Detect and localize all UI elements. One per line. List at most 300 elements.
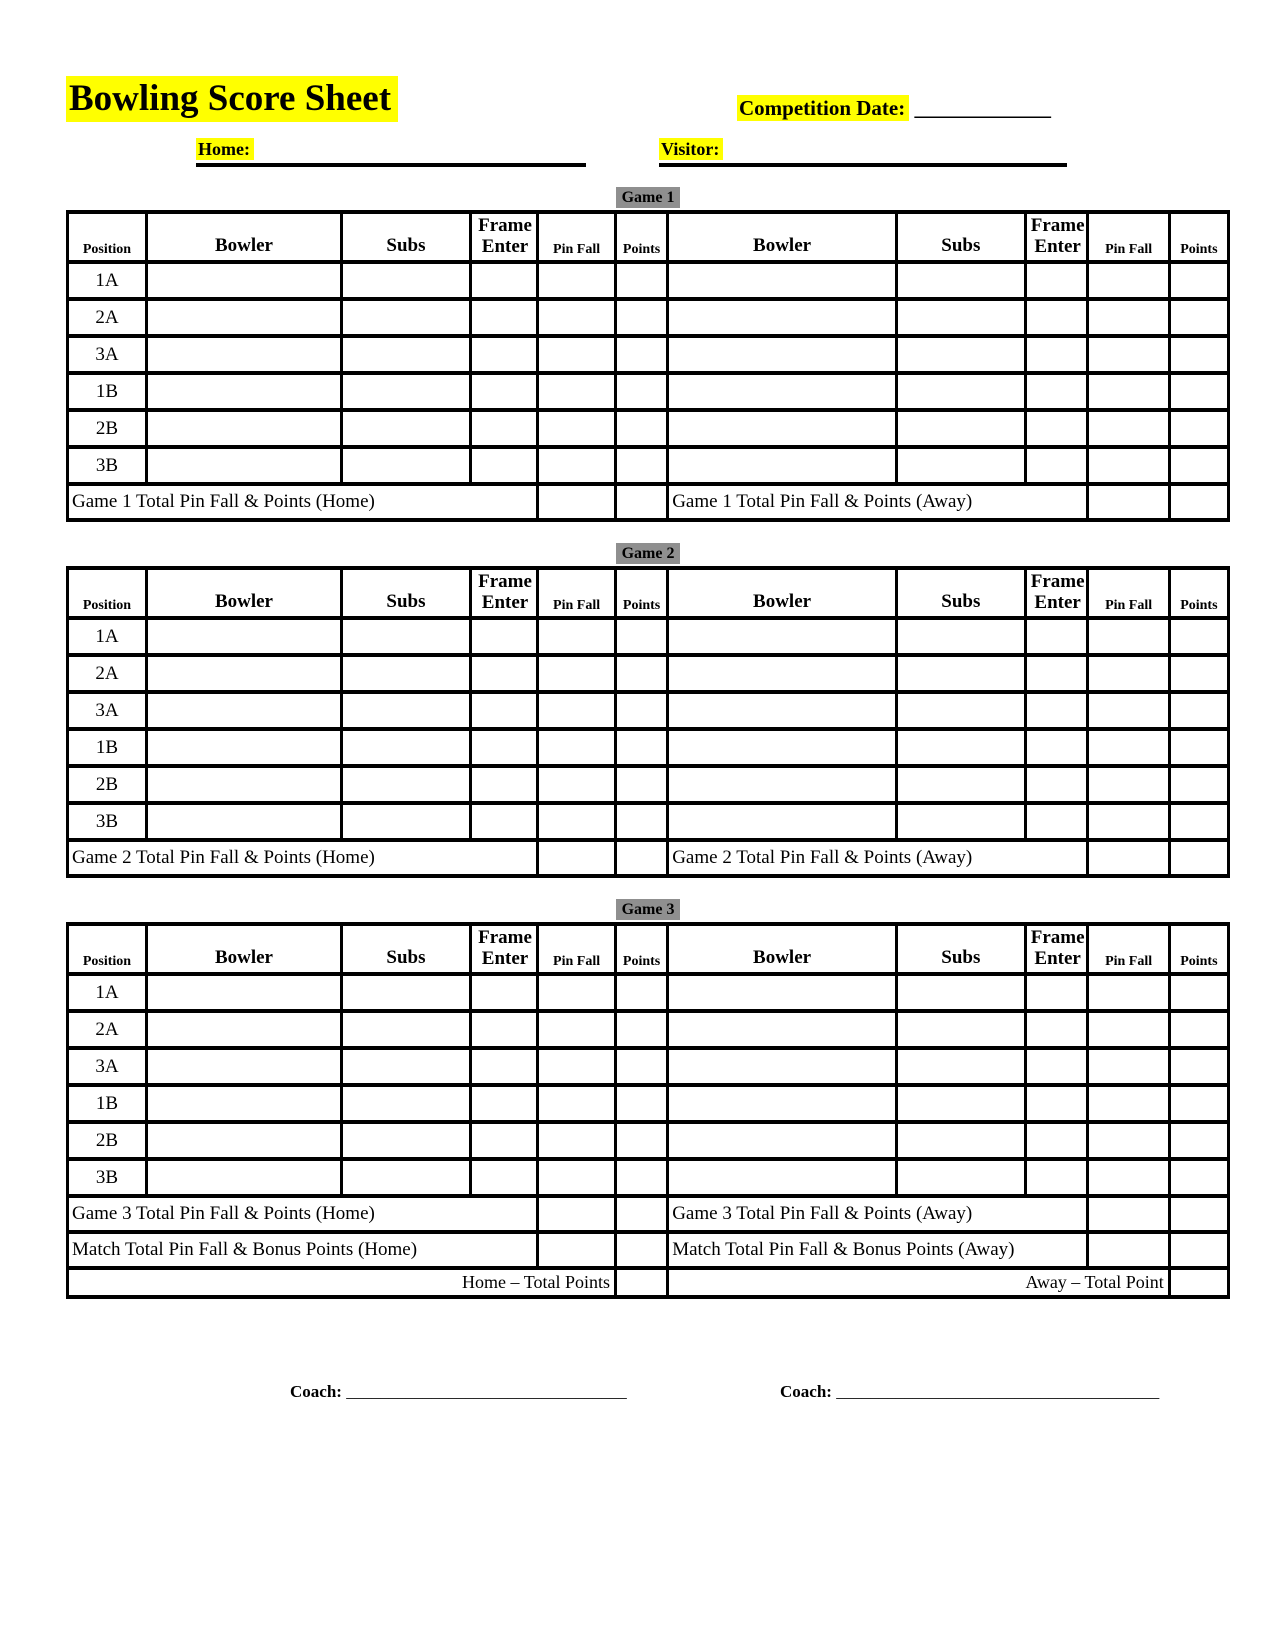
frame-enter-line1: Frame <box>1030 215 1085 236</box>
bowler-row-2A <box>68 299 1229 336</box>
col-header-subs-away: Subs <box>896 568 1025 618</box>
score-cell[interactable] <box>470 618 537 655</box>
match-total-away-label: Match Total Pin Fall & Bonus Points (Away) <box>668 1232 1088 1268</box>
visitor-label: Visitor: <box>659 138 723 160</box>
score-cell[interactable] <box>146 336 341 373</box>
score-cell[interactable] <box>1088 766 1169 803</box>
score-cell[interactable] <box>538 1122 616 1159</box>
position-cell: 1A <box>68 262 147 299</box>
home-field[interactable] <box>196 139 586 167</box>
score-cell[interactable] <box>342 803 471 840</box>
score-cell[interactable] <box>1025 618 1088 655</box>
game-3-total-home-pinfall-cell[interactable] <box>538 1196 616 1232</box>
score-cell[interactable] <box>615 618 667 655</box>
score-cell[interactable] <box>615 262 667 299</box>
score-cell[interactable] <box>615 692 667 729</box>
score-cell[interactable] <box>668 1122 897 1159</box>
score-cell[interactable] <box>342 447 471 484</box>
score-cell[interactable] <box>896 1085 1025 1122</box>
game-3-total-home-label: Game 3 Total Pin Fall & Points (Home) <box>68 1196 538 1232</box>
score-cell[interactable] <box>1169 336 1228 373</box>
col-header-points-away: Points <box>1169 924 1228 974</box>
score-cell[interactable] <box>668 803 897 840</box>
score-cell[interactable] <box>1088 336 1169 373</box>
competition-date-blank[interactable]: _____________ <box>914 96 1051 120</box>
score-cell[interactable] <box>342 1085 471 1122</box>
score-cell[interactable] <box>538 692 616 729</box>
bowler-row-1A <box>68 262 1229 299</box>
game-block-3 <box>66 899 1230 1299</box>
coach-away-label: Coach: <box>780 1382 832 1401</box>
score-cell[interactable] <box>538 974 616 1011</box>
score-cell[interactable] <box>342 1011 471 1048</box>
score-cell[interactable] <box>342 299 471 336</box>
game-block-1 <box>66 187 1230 522</box>
bowler-row-3A <box>68 336 1229 373</box>
score-cell[interactable] <box>896 299 1025 336</box>
col-header-pin-fall-home: Pin Fall <box>538 924 616 974</box>
col-header-points-away: Points <box>1169 568 1228 618</box>
score-cell[interactable] <box>470 299 537 336</box>
score-cell[interactable] <box>538 262 616 299</box>
score-cell[interactable] <box>146 692 341 729</box>
score-cell[interactable] <box>668 1048 897 1085</box>
score-cell[interactable] <box>538 447 616 484</box>
score-cell[interactable] <box>470 1159 537 1196</box>
away-total-points-cell[interactable] <box>1169 1268 1228 1297</box>
game-1-total-row <box>68 484 1229 520</box>
score-cell[interactable] <box>146 410 341 447</box>
score-cell[interactable] <box>538 336 616 373</box>
score-cell[interactable] <box>896 262 1025 299</box>
score-cell[interactable] <box>1169 1011 1228 1048</box>
score-cell[interactable] <box>1169 1085 1228 1122</box>
score-cell[interactable] <box>342 974 471 1011</box>
frame-enter-line2: Enter <box>481 236 529 257</box>
score-cell[interactable] <box>896 729 1025 766</box>
score-cell[interactable] <box>615 410 667 447</box>
position-cell: 2A <box>68 655 147 692</box>
bowler-row-2B <box>68 410 1229 447</box>
score-cell[interactable] <box>538 766 616 803</box>
col-header-position: Position <box>68 924 147 974</box>
col-header-bowler-home: Bowler <box>146 212 341 262</box>
score-cell[interactable] <box>146 1122 341 1159</box>
score-cell[interactable] <box>1169 410 1228 447</box>
header-row <box>68 212 1229 262</box>
col-header-pin-fall-home: Pin Fall <box>538 568 616 618</box>
score-cell[interactable] <box>1169 1048 1228 1085</box>
game-2-total-home-pinfall-cell[interactable] <box>538 840 616 876</box>
score-cell[interactable] <box>1088 655 1169 692</box>
visitor-field[interactable] <box>659 139 1067 167</box>
score-cell[interactable] <box>668 729 897 766</box>
away-total-points-label: Away – Total Point <box>668 1268 1170 1297</box>
game-label-row-1 <box>66 187 1230 210</box>
score-cell[interactable] <box>1025 803 1088 840</box>
score-cell[interactable] <box>1169 729 1228 766</box>
game-2-total-away-points-cell[interactable] <box>1169 840 1228 876</box>
score-cell[interactable] <box>1088 299 1169 336</box>
score-cell[interactable] <box>668 974 897 1011</box>
score-cell[interactable] <box>1025 1048 1088 1085</box>
bowler-row-1B <box>68 373 1229 410</box>
bowler-row-1A <box>68 974 1229 1011</box>
competition-date <box>737 96 1051 121</box>
score-cell[interactable] <box>1025 1122 1088 1159</box>
score-cell[interactable] <box>668 1085 897 1122</box>
bowler-row-2A <box>68 655 1229 692</box>
score-cell[interactable] <box>615 1122 667 1159</box>
score-cell[interactable] <box>1088 410 1169 447</box>
score-cell[interactable] <box>538 1085 616 1122</box>
score-cell[interactable] <box>470 1048 537 1085</box>
score-cell[interactable] <box>668 655 897 692</box>
game-1-total-home-points-cell[interactable] <box>615 484 667 520</box>
score-cell[interactable] <box>1025 1011 1088 1048</box>
score-cell[interactable] <box>615 1085 667 1122</box>
score-cell[interactable] <box>1088 373 1169 410</box>
score-cell[interactable] <box>146 803 341 840</box>
score-cell[interactable] <box>1169 974 1228 1011</box>
score-table-1 <box>66 210 1230 522</box>
score-cell[interactable] <box>342 618 471 655</box>
score-cell[interactable] <box>146 299 341 336</box>
score-cell[interactable] <box>615 299 667 336</box>
bowler-row-3B <box>68 1159 1229 1196</box>
score-cell[interactable] <box>615 655 667 692</box>
score-cell[interactable] <box>668 1011 897 1048</box>
score-cell[interactable] <box>1025 262 1088 299</box>
position-cell: 3B <box>68 1159 147 1196</box>
home-total-points-cell[interactable] <box>615 1268 667 1297</box>
score-cell[interactable] <box>470 974 537 1011</box>
score-cell[interactable] <box>896 803 1025 840</box>
score-cell[interactable] <box>538 1048 616 1085</box>
col-header-position: Position <box>68 568 147 618</box>
score-cell[interactable] <box>1088 447 1169 484</box>
score-cell[interactable] <box>1088 1159 1169 1196</box>
game-label: Game 2 <box>616 543 681 564</box>
col-header-bowler-away: Bowler <box>668 568 897 618</box>
score-cell[interactable] <box>146 766 341 803</box>
score-cell[interactable] <box>896 447 1025 484</box>
col-header-bowler-home: Bowler <box>146 568 341 618</box>
bowler-row-1B <box>68 729 1229 766</box>
score-cell[interactable] <box>538 299 616 336</box>
score-cell[interactable] <box>896 1122 1025 1159</box>
score-cell[interactable] <box>342 729 471 766</box>
grand-total-row <box>68 1268 1229 1297</box>
score-cell[interactable] <box>1169 447 1228 484</box>
score-cell[interactable] <box>470 447 537 484</box>
score-cell[interactable] <box>1025 373 1088 410</box>
position-cell: 2B <box>68 766 147 803</box>
score-cell[interactable] <box>146 1085 341 1122</box>
col-header-frame-enter-home <box>470 924 537 974</box>
score-cell[interactable] <box>615 373 667 410</box>
score-cell[interactable] <box>342 1048 471 1085</box>
score-cell[interactable] <box>538 618 616 655</box>
score-cell[interactable] <box>538 410 616 447</box>
score-cell[interactable] <box>1025 766 1088 803</box>
score-cell[interactable] <box>146 729 341 766</box>
games-container <box>66 187 1230 1299</box>
score-cell[interactable] <box>1088 1011 1169 1048</box>
bowler-row-3A <box>68 692 1229 729</box>
bowler-row-3A <box>68 1048 1229 1085</box>
page-title: Bowling Score Sheet <box>66 76 398 122</box>
score-cell[interactable] <box>668 299 897 336</box>
score-cell[interactable] <box>668 447 897 484</box>
score-cell[interactable] <box>896 373 1025 410</box>
score-cell[interactable] <box>342 373 471 410</box>
game-1-total-home-pinfall-cell[interactable] <box>538 484 616 520</box>
game-3-total-away-pinfall-cell[interactable] <box>1088 1196 1169 1232</box>
position-cell: 2A <box>68 1011 147 1048</box>
score-cell[interactable] <box>342 262 471 299</box>
col-header-pin-fall-away: Pin Fall <box>1088 568 1169 618</box>
col-header-bowler-away: Bowler <box>668 212 897 262</box>
score-cell[interactable] <box>470 336 537 373</box>
score-cell[interactable] <box>1088 729 1169 766</box>
score-cell[interactable] <box>668 692 897 729</box>
score-cell[interactable] <box>538 803 616 840</box>
score-cell[interactable] <box>896 655 1025 692</box>
game-label: Game 3 <box>616 899 681 920</box>
score-cell[interactable] <box>470 655 537 692</box>
game-3-total-away-points-cell[interactable] <box>1169 1196 1228 1232</box>
score-cell[interactable] <box>896 618 1025 655</box>
score-cell[interactable] <box>146 974 341 1011</box>
score-cell[interactable] <box>1025 299 1088 336</box>
score-cell[interactable] <box>615 336 667 373</box>
score-cell[interactable] <box>1169 655 1228 692</box>
score-cell[interactable] <box>896 974 1025 1011</box>
score-cell[interactable] <box>1169 803 1228 840</box>
bowler-row-3B <box>68 447 1229 484</box>
score-cell[interactable] <box>146 655 341 692</box>
score-cell[interactable] <box>615 803 667 840</box>
col-header-subs-away: Subs <box>896 212 1025 262</box>
frame-enter-line1: Frame <box>478 215 532 236</box>
score-cell[interactable] <box>146 262 341 299</box>
score-cell[interactable] <box>1025 655 1088 692</box>
bowler-row-3B <box>68 803 1229 840</box>
score-cell[interactable] <box>1025 692 1088 729</box>
score-cell[interactable] <box>615 1048 667 1085</box>
col-header-frame-enter-home <box>470 212 537 262</box>
col-header-bowler-away: Bowler <box>668 924 897 974</box>
coach-home <box>290 1382 627 1402</box>
score-cell[interactable] <box>668 336 897 373</box>
match-total-away-points-cell[interactable] <box>1169 1232 1228 1268</box>
score-cell[interactable] <box>896 766 1025 803</box>
score-cell[interactable] <box>1025 1159 1088 1196</box>
score-cell[interactable] <box>615 766 667 803</box>
game-3-total-home-points-cell[interactable] <box>615 1196 667 1232</box>
score-cell[interactable] <box>470 766 537 803</box>
col-header-frame-enter-away <box>1025 212 1088 262</box>
score-cell[interactable] <box>342 336 471 373</box>
score-cell[interactable] <box>146 1048 341 1085</box>
score-cell[interactable] <box>896 1048 1025 1085</box>
coach-home-label: Coach: <box>290 1382 342 1401</box>
position-cell: 3B <box>68 447 147 484</box>
score-cell[interactable] <box>146 618 341 655</box>
position-cell: 3A <box>68 692 147 729</box>
game-1-total-away-points-cell[interactable] <box>1169 484 1228 520</box>
col-header-subs-away: Subs <box>896 924 1025 974</box>
score-cell[interactable] <box>1088 803 1169 840</box>
score-cell[interactable] <box>1088 1048 1169 1085</box>
score-cell[interactable] <box>615 1159 667 1196</box>
score-cell[interactable] <box>1025 974 1088 1011</box>
col-header-pin-fall-away: Pin Fall <box>1088 924 1169 974</box>
score-cell[interactable] <box>1169 299 1228 336</box>
score-cell[interactable] <box>146 447 341 484</box>
score-cell[interactable] <box>1088 1085 1169 1122</box>
frame-enter-line2: Enter <box>481 948 529 969</box>
score-table-2 <box>66 566 1230 878</box>
col-header-points-home: Points <box>615 568 667 618</box>
position-cell: 1A <box>68 974 147 1011</box>
score-cell[interactable] <box>896 336 1025 373</box>
score-cell[interactable] <box>1088 692 1169 729</box>
score-cell[interactable] <box>1169 373 1228 410</box>
bowler-row-2B <box>68 766 1229 803</box>
col-header-pin-fall-home: Pin Fall <box>538 212 616 262</box>
game-2-total-home-points-cell[interactable] <box>615 840 667 876</box>
score-cell[interactable] <box>470 692 537 729</box>
match-total-home-label: Match Total Pin Fall & Bonus Points (Home) <box>68 1232 538 1268</box>
col-header-position: Position <box>68 212 147 262</box>
score-cell[interactable] <box>1025 410 1088 447</box>
frame-enter-line2: Enter <box>481 592 529 613</box>
score-cell[interactable] <box>470 262 537 299</box>
score-cell[interactable] <box>1025 729 1088 766</box>
game-1-total-home-label: Game 1 Total Pin Fall & Points (Home) <box>68 484 538 520</box>
score-cell[interactable] <box>1088 262 1169 299</box>
score-cell[interactable] <box>896 1159 1025 1196</box>
score-cell[interactable] <box>538 1011 616 1048</box>
frame-enter-line2: Enter <box>1034 948 1081 969</box>
match-total-home-points-cell[interactable] <box>615 1232 667 1268</box>
score-cell[interactable] <box>668 373 897 410</box>
coach-home-blank[interactable]: _________________________________ <box>346 1382 627 1401</box>
score-cell[interactable] <box>1025 447 1088 484</box>
bowler-row-1A <box>68 618 1229 655</box>
score-cell[interactable] <box>668 410 897 447</box>
home-label: Home: <box>196 138 254 160</box>
score-cell[interactable] <box>538 373 616 410</box>
score-cell[interactable] <box>1169 692 1228 729</box>
col-header-frame-enter-away <box>1025 568 1088 618</box>
match-total-home-pinfall-cell[interactable] <box>538 1232 616 1268</box>
score-cell[interactable] <box>470 373 537 410</box>
game-1-total-away-label: Game 1 Total Pin Fall & Points (Away) <box>668 484 1088 520</box>
score-table-3 <box>66 922 1230 1299</box>
score-cell[interactable] <box>470 1122 537 1159</box>
score-cell[interactable] <box>1169 1122 1228 1159</box>
score-cell[interactable] <box>1088 974 1169 1011</box>
game-label-row-3 <box>66 899 1230 922</box>
match-total-away-pinfall-cell[interactable] <box>1088 1232 1169 1268</box>
position-cell: 2A <box>68 299 147 336</box>
score-cell[interactable] <box>146 1159 341 1196</box>
col-header-points-home: Points <box>615 924 667 974</box>
position-cell: 3B <box>68 803 147 840</box>
score-cell[interactable] <box>342 410 471 447</box>
home-total-points-label: Home – Total Points <box>68 1268 616 1297</box>
frame-enter-line1: Frame <box>478 927 532 948</box>
score-cell[interactable] <box>470 729 537 766</box>
score-cell[interactable] <box>538 655 616 692</box>
coach-away <box>780 1382 1159 1402</box>
score-cell[interactable] <box>668 766 897 803</box>
score-cell[interactable] <box>146 373 341 410</box>
frame-enter-line1: Frame <box>1030 927 1085 948</box>
score-cell[interactable] <box>1025 336 1088 373</box>
score-cell[interactable] <box>470 1085 537 1122</box>
score-cell[interactable] <box>342 692 471 729</box>
score-cell[interactable] <box>1169 1159 1228 1196</box>
score-cell[interactable] <box>896 1011 1025 1048</box>
score-cell[interactable] <box>342 1122 471 1159</box>
score-cell[interactable] <box>538 1159 616 1196</box>
score-cell[interactable] <box>146 1011 341 1048</box>
score-cell[interactable] <box>668 618 897 655</box>
col-header-points-home: Points <box>615 212 667 262</box>
score-cell[interactable] <box>342 766 471 803</box>
score-cell[interactable] <box>615 447 667 484</box>
frame-enter-line1: Frame <box>1030 571 1085 592</box>
position-cell: 1A <box>68 618 147 655</box>
game-2-total-away-pinfall-cell[interactable] <box>1088 840 1169 876</box>
score-cell[interactable] <box>615 729 667 766</box>
score-cell[interactable] <box>1088 618 1169 655</box>
score-cell[interactable] <box>342 655 471 692</box>
col-header-subs-home: Subs <box>342 924 471 974</box>
score-cell[interactable] <box>615 1011 667 1048</box>
score-cell[interactable] <box>1169 262 1228 299</box>
game-label-row-2 <box>66 543 1230 566</box>
score-cell[interactable] <box>896 692 1025 729</box>
score-cell[interactable] <box>668 262 897 299</box>
coach-away-blank[interactable]: ______________________________________ <box>836 1382 1160 1401</box>
score-cell[interactable] <box>470 1011 537 1048</box>
frame-enter-line2: Enter <box>1034 236 1081 257</box>
match-total-row <box>68 1232 1229 1268</box>
game-1-total-away-pinfall-cell[interactable] <box>1088 484 1169 520</box>
score-cell[interactable] <box>470 410 537 447</box>
score-cell[interactable] <box>470 803 537 840</box>
score-cell[interactable] <box>1025 1085 1088 1122</box>
score-cell[interactable] <box>615 974 667 1011</box>
score-cell[interactable] <box>668 1159 897 1196</box>
col-header-bowler-home: Bowler <box>146 924 341 974</box>
score-cell[interactable] <box>1088 1122 1169 1159</box>
score-cell[interactable] <box>1169 766 1228 803</box>
header-row <box>68 924 1229 974</box>
score-cell[interactable] <box>538 729 616 766</box>
game-2-total-home-label: Game 2 Total Pin Fall & Points (Home) <box>68 840 538 876</box>
frame-enter-line1: Frame <box>478 571 532 592</box>
score-cell[interactable] <box>896 410 1025 447</box>
competition-date-label: Competition Date: <box>737 95 909 121</box>
score-cell[interactable] <box>1169 618 1228 655</box>
score-cell[interactable] <box>342 1159 471 1196</box>
